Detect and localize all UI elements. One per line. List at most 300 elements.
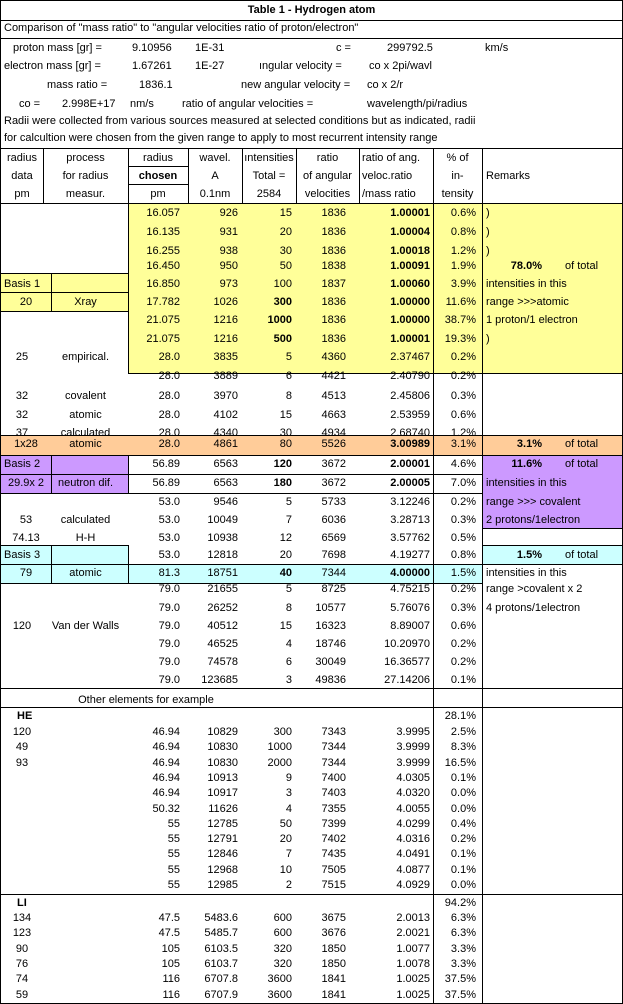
cell-radius-data: 53	[19, 514, 33, 526]
header-col3-l2: chosen	[138, 170, 178, 182]
cell-wavelength: 12785	[207, 817, 238, 830]
line-basis2-mid	[1, 474, 482, 475]
cell-percent: 0.2%	[450, 351, 476, 363]
cell-process: empirical.	[61, 351, 110, 363]
cell-ratio-angular: 1836	[321, 333, 346, 345]
cell-radius-chosen: 21.075	[146, 314, 180, 326]
cell-intensity: 2	[285, 879, 292, 891]
header-col1-l1: radius	[7, 152, 37, 164]
cell-radius-data: 79	[19, 567, 33, 579]
cell-radius-chosen: 16.255	[146, 245, 180, 257]
cell-radius-chosen: 79.0	[158, 638, 180, 650]
cell-percent: 3.3%	[450, 942, 476, 955]
cell-wavelength: 12985	[207, 879, 238, 891]
cell-percent: 2.5%	[450, 726, 476, 738]
cell-percent: 3.9%	[450, 278, 476, 290]
line-basis2-remarks-bottom	[482, 528, 622, 529]
cell-intensity: 2000	[267, 756, 292, 769]
li-pct: 94.2%	[444, 897, 476, 909]
cell-ratio-ratio: 4.00000	[390, 567, 430, 579]
cell-wavelength: 1026	[213, 296, 238, 308]
cell-remark: )	[486, 207, 490, 219]
header-col5-l1: ıntensities	[244, 152, 294, 164]
cell-radius-data: 74.13	[12, 532, 40, 544]
cell-radius-chosen: 79.0	[158, 583, 180, 595]
cell-radius-chosen: 55	[167, 863, 180, 876]
cell-intensity: 6	[285, 370, 292, 382]
cell-intensity: 300	[273, 296, 292, 308]
intro-line1: Comparison of "mass ratio" to "angular velocities ratio of proton/electron"	[4, 22, 359, 34]
cell-ratio-angular: 30049	[315, 656, 346, 668]
new-angular-label: new angular velocity =	[241, 79, 351, 91]
header-remarks: Remarks	[486, 170, 531, 182]
cell-intensity: 5	[285, 583, 292, 595]
line-basis3-top	[1, 545, 128, 546]
cell-percent: 0.0%	[450, 802, 476, 815]
angular-velocity-label: ıngular velocity =	[259, 60, 342, 72]
cell-remark-pct: 78.0%	[510, 260, 542, 272]
note-line1: Radii were collected from various sources measured at selected conditions but as indicated, radii	[4, 115, 476, 127]
cell-radius-data: 76	[15, 957, 29, 970]
line-basis1-mid	[1, 292, 128, 293]
cell-radius-chosen: 47.5	[158, 912, 180, 924]
cell-radius-chosen: 116	[162, 988, 180, 1001]
cell-ratio-ratio: 2.00005	[390, 477, 430, 489]
cell-ratio-ratio: 2.40790	[390, 370, 430, 382]
cell-intensity: 15	[279, 409, 292, 421]
cell-ratio-ratio: 1.00000	[390, 314, 430, 326]
cell-radius-data: 93	[15, 756, 29, 769]
cell-percent: 0.2%	[450, 370, 476, 382]
other-elements-title: Other elements for example	[78, 694, 214, 706]
cell-wavelength: 4340	[213, 427, 238, 439]
cell-ratio-angular: 1836	[321, 207, 346, 219]
cell-wavelength: 1216	[213, 314, 238, 326]
cell-remark-pct: 3.1%	[516, 438, 542, 450]
cell-intensity: 80	[279, 438, 292, 450]
cell-ratio-ratio: 2.0013	[396, 912, 430, 924]
cell-ratio-ratio: 4.0320	[396, 787, 430, 800]
header-col6-l2: of angular	[303, 170, 352, 182]
cell-intensity: 40	[279, 567, 292, 579]
cell-radius-chosen: 46.94	[152, 756, 180, 769]
cell-ratio-angular: 7344	[321, 741, 346, 754]
cell-percent: 37.5%	[444, 973, 476, 986]
cell-radius-data: 134	[12, 912, 32, 924]
cell-ratio-ratio: 4.19277	[390, 549, 430, 561]
cell-ratio-angular: 6036	[321, 514, 346, 526]
cell-ratio-ratio: 4.0877	[396, 863, 430, 876]
cell-ratio-angular: 1836	[321, 296, 346, 308]
c-value: 299792.5	[387, 42, 433, 54]
cell-percent: 0.6%	[450, 409, 476, 421]
line-header-bottom	[1, 203, 622, 204]
cell-intensity: 3	[285, 787, 292, 800]
cell-ratio-angular: 3672	[321, 477, 346, 489]
cell-radius-data: 32	[15, 390, 29, 402]
header-col7-l1: ratio of ang.	[362, 152, 421, 164]
vline-col4-header	[242, 148, 243, 203]
header-col8-l1: % of	[446, 152, 469, 164]
cell-intensity: 120	[273, 458, 292, 470]
cell-radius-chosen: 28.0	[158, 409, 180, 421]
cell-wavelength: 6103.5	[204, 942, 238, 955]
cell-radius-chosen: 47.5	[158, 927, 180, 940]
cell-wavelength: 3889	[213, 370, 238, 382]
cell-radius-data: 59	[15, 988, 29, 1001]
cell-ratio-ratio: 3.12246	[390, 496, 430, 508]
cell-percent: 0.2%	[450, 638, 476, 650]
electron-mass-value: 1.67261	[132, 60, 172, 72]
cell-remark-of: of total	[565, 549, 599, 561]
cell-wavelength: 123685	[201, 674, 238, 686]
cell-remark: intensities in this	[486, 477, 567, 489]
cell-ratio-ratio: 1.00091	[390, 260, 430, 272]
cell-radius-chosen: 46.94	[152, 741, 180, 754]
cell-wavelength: 6707.8	[204, 973, 238, 986]
cell-ratio-angular: 1850	[321, 942, 346, 955]
cell-radius-chosen: 16.450	[146, 260, 180, 272]
cell-radius-data: 37	[15, 427, 29, 439]
cell-ratio-angular: 49836	[315, 674, 346, 686]
li-label: LI	[17, 897, 27, 909]
vline-col1	[43, 148, 44, 203]
cell-percent: 0.8%	[450, 549, 476, 561]
cell-percent: 37.5%	[444, 988, 476, 1001]
cell-ratio-ratio: 4.0305	[396, 771, 430, 784]
cell-intensity: 15	[279, 620, 292, 632]
cell-wavelength: 10829	[207, 726, 238, 738]
header-col5-l3: 2584	[256, 188, 282, 200]
cell-radius-chosen: 55	[167, 817, 180, 830]
cell-radius-chosen: 105	[161, 942, 180, 955]
cell-radius-chosen: 56.89	[152, 477, 180, 489]
cell-intensity: 50	[279, 260, 292, 272]
cell-percent: 3.3%	[450, 957, 476, 970]
cell-remark: )	[486, 245, 490, 257]
cell-percent: 0.2%	[450, 496, 476, 508]
cell-wavelength: 21655	[207, 583, 238, 595]
cell-percent: 0.5%	[450, 532, 476, 544]
cell-wavelength: 926	[219, 207, 238, 219]
vline-col6-header	[359, 148, 360, 203]
cell-radius-chosen: 28.0	[158, 351, 180, 363]
header-col6-l1: ratio	[316, 152, 339, 164]
line-basis1-top	[1, 273, 128, 274]
vline-col5-header	[296, 148, 297, 203]
cell-ratio-ratio: 2.53959	[390, 409, 430, 421]
cell-wavelength: 46525	[207, 638, 238, 650]
cell-intensity: 30	[279, 427, 292, 439]
cell-percent: 0.3%	[450, 390, 476, 402]
cell-percent: 0.2%	[450, 583, 476, 595]
cell-wavelength: 3835	[213, 351, 238, 363]
cell-radius-data: 20	[19, 296, 33, 308]
cell-radius-chosen: 28.0	[158, 427, 180, 439]
cell-intensity: 10	[279, 863, 292, 876]
cell-process: atomic	[69, 567, 102, 579]
cell-radius-chosen: 17.782	[146, 296, 180, 308]
header-col2-l3: measur.	[65, 188, 106, 200]
header-col5-l2: Total =	[252, 170, 286, 182]
header-col4-l2: A	[211, 170, 219, 182]
cell-wavelength: 26252	[207, 602, 238, 614]
cell-intensity: 20	[279, 833, 292, 846]
cell-radius-chosen: 28.0	[158, 390, 180, 402]
cell-ratio-ratio: 4.0316	[396, 833, 430, 846]
cell-ratio-ratio: 1.00001	[390, 207, 430, 219]
cell-ratio-angular: 7399	[321, 817, 346, 830]
cell-radius-data: 32	[15, 409, 29, 421]
cell-radius-chosen: 81.3	[158, 567, 180, 579]
cell-intensity: 600	[273, 927, 292, 940]
vline-col2-header	[128, 148, 129, 203]
cell-intensity: 320	[273, 957, 292, 970]
cell-percent: 11.6%	[445, 296, 476, 308]
header-col3-l3: pm	[150, 188, 166, 200]
cell-percent: 38.7%	[444, 314, 476, 326]
angular-velocity-value: co x 2pi/wavl	[369, 60, 432, 72]
cell-ratio-ratio: 1.0025	[396, 988, 430, 1001]
cell-process: calculated	[60, 427, 111, 439]
line-vdw-bottom	[1, 688, 622, 689]
cell-ratio-ratio: 2.00001	[390, 458, 430, 470]
cell-wavelength: 74578	[207, 656, 238, 668]
cell-wavelength: 12818	[207, 549, 238, 561]
cell-wavelength: 6103.7	[204, 957, 238, 970]
cell-intensity: 4	[285, 638, 292, 650]
cell-percent: 1.9%	[450, 260, 476, 272]
cell-ratio-ratio: 2.37467	[390, 351, 430, 363]
cell-intensity: 3600	[267, 988, 292, 1001]
cell-radius-chosen: 53.0	[158, 496, 180, 508]
cell-ratio-ratio: 3.9995	[396, 726, 430, 738]
cell-percent: 0.1%	[450, 771, 476, 784]
cell-percent: 0.1%	[450, 674, 476, 686]
cell-ratio-angular: 7343	[321, 726, 346, 738]
cell-percent: 0.2%	[450, 656, 476, 668]
cell-ratio-angular: 7515	[321, 879, 346, 891]
cell-radius-chosen: 16.057	[146, 207, 180, 219]
header-col2-l1: process	[66, 152, 105, 164]
cell-ratio-angular: 7402	[321, 833, 346, 846]
co-value: 2.998E+17	[62, 98, 116, 110]
cell-wavelength: 950	[219, 260, 238, 272]
cell-radius-chosen: 79.0	[158, 656, 180, 668]
cell-intensity: 5	[285, 351, 292, 363]
cell-ratio-ratio: 4.0299	[396, 817, 430, 830]
header-col1-l2: data	[11, 170, 33, 182]
cell-wavelength: 938	[219, 245, 238, 257]
cell-remark: range >>> covalent	[486, 496, 581, 508]
cell-radius-data: 49	[15, 741, 29, 754]
cell-ratio-angular: 3676	[321, 927, 346, 940]
cell-radius-chosen: 53.0	[158, 532, 180, 544]
cell-radius-chosen: 53.0	[158, 549, 180, 561]
c-label: c =	[336, 42, 351, 54]
cell-radius-chosen: 28.0	[158, 370, 180, 382]
cell-percent: 1.2%	[450, 245, 476, 257]
cell-radius-chosen: 16.135	[146, 226, 180, 238]
cell-wavelength: 931	[219, 226, 238, 238]
cell-radius-chosen: 56.89	[152, 458, 180, 470]
cell-ratio-angular: 4934	[321, 427, 346, 439]
new-angular-value: co x 2/r	[367, 79, 404, 91]
cell-remark: 4 protons/1electron	[486, 602, 581, 614]
cell-intensity: 3	[285, 674, 292, 686]
cell-radius-data: 29.9x 2	[7, 477, 45, 489]
cell-ratio-ratio: 27.14206	[384, 674, 430, 686]
cell-ratio-ratio: 8.89007	[390, 620, 430, 632]
cell-intensity: 7	[285, 848, 292, 861]
cell-ratio-angular: 16323	[315, 620, 346, 632]
line-title	[1, 20, 622, 21]
cell-ratio-ratio: 1.00018	[390, 245, 430, 257]
cell-percent: 0.6%	[450, 207, 476, 219]
cell-ratio-ratio: 1.0078	[396, 957, 430, 970]
line-li-top	[1, 894, 622, 895]
cell-intensity: 3600	[267, 973, 292, 986]
cell-ratio-angular: 7698	[321, 549, 346, 561]
cell-intensity: 20	[279, 226, 292, 238]
cell-wavelength: 10830	[207, 756, 238, 769]
cell-percent: 6.3%	[450, 912, 476, 924]
cell-intensity: 1000	[267, 741, 292, 754]
cell-wavelength: 10913	[207, 771, 238, 784]
cell-intensity: 50	[279, 817, 292, 830]
cell-ratio-angular: 7403	[321, 787, 346, 800]
cell-remark: 2 protons/1electron	[486, 514, 581, 526]
cell-ratio-angular: 18746	[315, 638, 346, 650]
cell-ratio-angular: 1837	[321, 278, 346, 290]
cell-remark: )	[486, 226, 490, 238]
cell-wavelength: 4102	[213, 409, 238, 421]
cell-ratio-angular: 7344	[321, 567, 346, 579]
cell-wavelength: 1216	[213, 333, 238, 345]
cell-ratio-angular: 3675	[321, 912, 346, 924]
header-col8-l2: in-	[451, 170, 464, 182]
cell-radius-data: 90	[15, 942, 29, 955]
cell-radius-data: 1x28	[14, 438, 38, 450]
cell-ratio-angular: 1836	[321, 245, 346, 257]
cell-wavelength: 10917	[207, 787, 238, 800]
cell-percent: 3.1%	[450, 438, 476, 450]
ratio-ang-label: ratio of angular velocities =	[182, 98, 314, 110]
cell-percent: 0.0%	[450, 787, 476, 800]
cell-intensity: 8	[285, 602, 292, 614]
cell-intensity: 8	[285, 390, 292, 402]
cell-radius-chosen: 79.0	[158, 602, 180, 614]
cell-ratio-angular: 7344	[321, 756, 346, 769]
cell-radius-chosen: 50.32	[152, 802, 180, 815]
header-col8-l3: tensity	[441, 188, 474, 200]
cell-ratio-ratio: 1.00004	[390, 226, 430, 238]
cell-intensity: 300	[273, 726, 292, 738]
note-line2: for calcultion were chosen from the given range to apply to most recurrent intensity range	[4, 132, 438, 144]
cell-process: Van der Walls	[51, 620, 120, 632]
cell-remark-of: of total	[565, 260, 599, 272]
cell-wavelength: 18751	[207, 567, 238, 579]
cell-radius-chosen: 116	[162, 973, 180, 986]
cell-ratio-ratio: 3.28713	[390, 514, 430, 526]
cell-ratio-angular: 7435	[321, 848, 346, 861]
cell-percent: 4.6%	[450, 458, 476, 470]
cell-radius-chosen: 28.0	[158, 438, 180, 450]
line-basis1-bottom	[1, 311, 128, 312]
header-col6-l3: velocities	[304, 188, 351, 200]
cell-wavelength: 11626	[208, 802, 238, 815]
cell-radius-data: 74	[15, 973, 29, 986]
cell-intensity: 1000	[267, 314, 292, 326]
cell-intensity: 320	[273, 942, 292, 955]
cell-wavelength: 6563	[213, 458, 238, 470]
cell-remark-of: of total	[565, 438, 599, 450]
cell-ratio-angular: 4513	[321, 390, 346, 402]
cell-ratio-ratio: 16.36577	[384, 656, 430, 668]
cell-remark: 1 proton/1 electron	[486, 314, 578, 326]
cell-percent: 0.6%	[450, 620, 476, 632]
cell-basis-label: Basis 1	[4, 278, 41, 290]
cell-ratio-angular: 10577	[315, 602, 346, 614]
header-col2-l2: for radius	[62, 170, 109, 182]
cell-process: atomic	[69, 438, 102, 450]
line-basis2-bottom	[1, 493, 482, 494]
header-col4-l1: wavel.	[199, 152, 231, 164]
header-col3-l1: radius	[143, 152, 173, 164]
cell-percent: 0.1%	[450, 863, 476, 876]
cell-intensity: 6	[285, 656, 292, 668]
cell-wavelength: 10938	[207, 532, 238, 544]
cell-radius-chosen: 46.94	[152, 726, 180, 738]
cell-ratio-angular: 7400	[321, 771, 346, 784]
cell-ratio-angular: 6569	[321, 532, 346, 544]
cell-radius-chosen: 105	[161, 957, 180, 970]
line-header-chosen-bottom	[128, 184, 188, 185]
cell-ratio-ratio: 2.0021	[396, 927, 430, 940]
cell-ratio-ratio: 10.20970	[384, 638, 430, 650]
line-basis3-remarks-top	[482, 545, 622, 546]
cell-percent: 0.4%	[450, 817, 476, 830]
cell-basis-label: Basis 3	[4, 549, 41, 561]
cell-intensity: 4	[285, 802, 292, 815]
cell-wavelength: 4861	[213, 438, 238, 450]
cell-wavelength: 10830	[207, 741, 238, 754]
cell-radius-chosen: 21.075	[146, 333, 180, 345]
cell-ratio-ratio: 1.0077	[396, 942, 430, 955]
cell-percent: 0.8%	[450, 226, 476, 238]
cell-ratio-angular: 1836	[321, 226, 346, 238]
cell-wavelength: 10049	[207, 514, 238, 526]
cell-ratio-ratio: 2.45806	[390, 390, 430, 402]
cell-radius-chosen: 16.850	[146, 278, 180, 290]
electron-mass-exp: 1E-27	[195, 60, 225, 72]
cell-ratio-angular: 8725	[321, 583, 346, 595]
cell-percent: 0.2%	[450, 833, 476, 846]
cell-ratio-ratio: 3.9999	[396, 741, 430, 754]
cell-radius-chosen: 79.0	[158, 620, 180, 632]
line-orange-bottom	[1, 455, 622, 456]
he-label: HE	[17, 710, 33, 722]
cell-ratio-ratio: 4.0491	[396, 848, 430, 861]
cell-ratio-angular: 1836	[321, 314, 346, 326]
cell-process: calculated	[60, 514, 111, 526]
cell-percent: 19.3%	[444, 333, 476, 345]
proton-mass-exp: 1E-31	[195, 42, 225, 54]
cell-ratio-angular: 7355	[321, 802, 346, 815]
he-pct: 28.1%	[444, 710, 476, 722]
cell-ratio-ratio: 1.0025	[396, 973, 430, 986]
cell-intensity: 500	[273, 333, 292, 345]
